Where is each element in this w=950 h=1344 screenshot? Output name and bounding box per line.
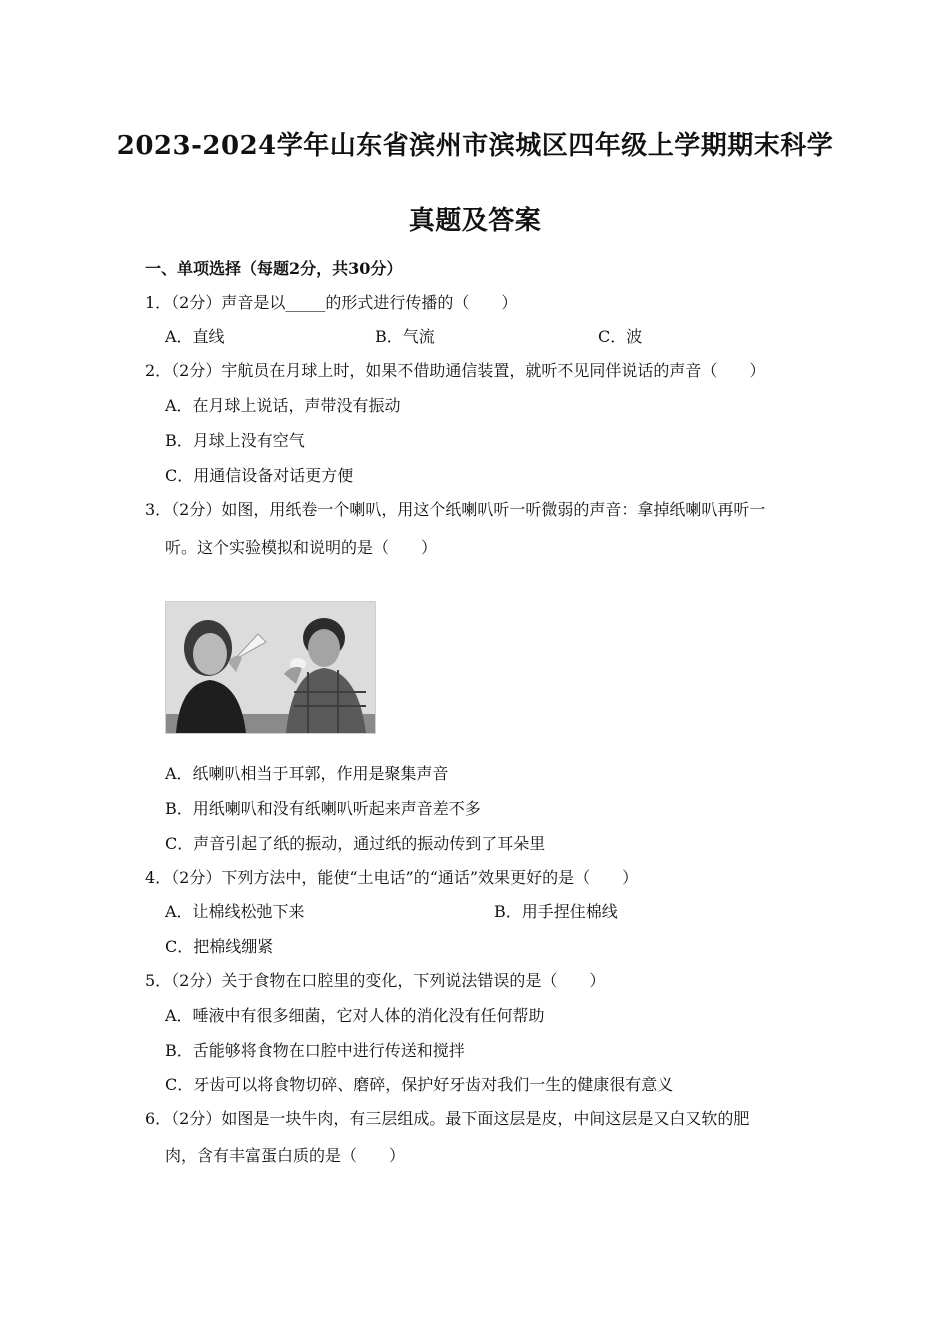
question-3-option-b: B．用纸喇叭和没有纸喇叭听起来声音差不多: [165, 799, 481, 818]
document-title-line2: 真题及答案: [408, 206, 542, 236]
paper-trumpet-illustration: [166, 602, 375, 733]
question-2-option-b: B．月球上没有空气: [165, 431, 305, 450]
question-2-option-a: A．在月球上说话，声带没有振动: [165, 396, 401, 415]
question-1-option-c: C．波: [598, 327, 643, 346]
section-heading: 一、单项选择（每题2分，共30分）: [145, 259, 403, 278]
document-title-line1: 2023-2024学年山东省滨州市滨城区四年级上学期期末科学: [116, 131, 834, 161]
question-1-option-b: B．气流: [375, 327, 435, 346]
question-5-stem: 5．（2分）关于食物在口腔里的变化，下列说法错误的是（ ）: [145, 971, 606, 990]
question-6-stem-line2: 肉，含有丰富蛋白质的是（ ）: [165, 1146, 406, 1165]
question-3-stem-line2: 听。这个实验模拟和说明的是（ ）: [165, 538, 438, 557]
question-2-stem: 2．（2分）宇航员在月球上时，如果不借助通信装置，就听不见同伴说话的声音（ ）: [145, 361, 766, 380]
question-5-option-b: B．舌能够将食物在口腔中进行传送和搅拌: [165, 1041, 465, 1060]
question-3-stem-line1: 3．（2分）如图，用纸卷一个喇叭，用这个纸喇叭听一听微弱的声音：拿掉纸喇叭再听一: [145, 500, 766, 519]
question-1-stem: 1．（2分）声音是以_____的形式进行传播的（ ）: [145, 293, 518, 312]
question-3-option-a: A．纸喇叭相当于耳郭，作用是聚集声音: [165, 764, 449, 783]
question-3-photo: [165, 601, 376, 734]
question-4-option-b: B．用手捏住棉线: [494, 902, 618, 921]
question-5-option-a: A．唾液中有很多细菌，它对人体的消化没有任何帮助: [165, 1006, 545, 1025]
question-1-option-a: A．直线: [165, 327, 225, 346]
question-4-stem: 4．（2分）下列方法中，能使“土电话”的“通话”效果更好的是（ ）: [145, 868, 639, 887]
question-6-stem-line1: 6．（2分）如图是一块牛肉，有三层组成。最下面这层是皮，中间这层是又白又软的肥: [145, 1109, 750, 1128]
question-4-option-a: A．让棉线松弛下来: [165, 902, 305, 921]
question-3-option-c: C．声音引起了纸的振动，通过纸的振动传到了耳朵里: [165, 834, 546, 853]
question-5-option-c: C．牙齿可以将食物切碎、磨碎，保护好牙齿对我们一生的健康很有意义: [165, 1075, 674, 1094]
question-2-option-c: C．用通信设备对话更方便: [165, 466, 354, 485]
question-4-option-c: C．把棉线绷紧: [165, 937, 274, 956]
